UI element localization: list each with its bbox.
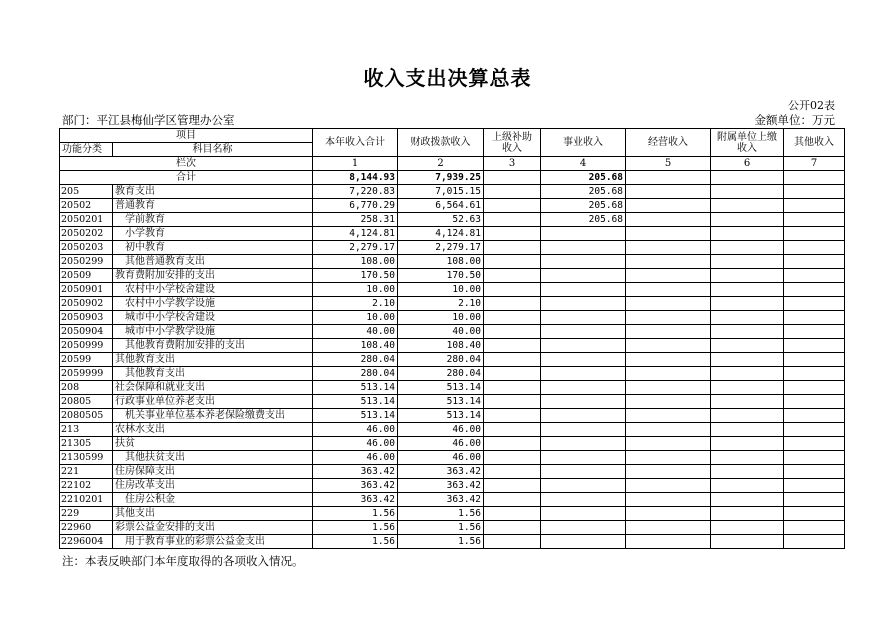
table-row [60, 311, 845, 325]
business-income-cell [541, 465, 626, 479]
func-code: 205 [60, 185, 113, 199]
subject-name: 城市中小学校舍建设 [113, 311, 313, 325]
operating-income-cell [626, 269, 711, 283]
affiliated-income-cell [711, 493, 784, 507]
affiliated-income-cell [711, 409, 784, 423]
fiscal-income-cell: 40.00 [398, 325, 484, 339]
business-income-cell [541, 395, 626, 409]
func-code: 229 [60, 507, 113, 521]
operating-income-cell [626, 437, 711, 451]
func-code: 208 [60, 381, 113, 395]
table-row [60, 479, 845, 493]
fiscal-income-cell: 4,124.81 [398, 227, 484, 241]
fiscal-income-cell: 108.00 [398, 255, 484, 269]
business-income-cell [541, 535, 626, 549]
header-superior-subsidy [484, 129, 541, 157]
table-row [60, 297, 845, 311]
annual-income-cell: 170.50 [313, 269, 398, 283]
row-no-label: 栏次 [60, 157, 313, 171]
func-code: 2080505 [60, 409, 113, 423]
affiliated-income-cell [711, 297, 784, 311]
subject-name: 其他扶贫支出 [113, 451, 313, 465]
total-affiliated [711, 171, 784, 185]
business-income-cell [541, 283, 626, 297]
col-number: 3 [484, 157, 541, 171]
other-income-cell [784, 311, 845, 325]
fiscal-income-cell: 363.42 [398, 493, 484, 507]
func-code: 221 [60, 465, 113, 479]
superior-income-cell [484, 325, 541, 339]
income-expenditure-table [59, 128, 845, 549]
affiliated-income-cell [711, 213, 784, 227]
other-income-cell [784, 185, 845, 199]
subject-name: 社会保障和就业支出 [113, 381, 313, 395]
subject-name: 住房公积金 [113, 493, 313, 507]
fiscal-income-cell: 170.50 [398, 269, 484, 283]
affiliated-income-cell [711, 199, 784, 213]
subject-name: 城市中小学教学设施 [113, 325, 313, 339]
superior-income-cell [484, 185, 541, 199]
other-income-cell [784, 325, 845, 339]
fiscal-income-cell: 2.10 [398, 297, 484, 311]
subject-name: 其他普通教育支出 [113, 255, 313, 269]
func-code: 213 [60, 423, 113, 437]
business-income-cell [541, 311, 626, 325]
col-number: 2 [398, 157, 484, 171]
subject-name: 其他教育支出 [113, 367, 313, 381]
other-income-cell [784, 395, 845, 409]
other-income-cell [784, 535, 845, 549]
affiliated-income-cell [711, 479, 784, 493]
other-income-cell [784, 255, 845, 269]
business-income-cell [541, 367, 626, 381]
superior-income-cell [484, 199, 541, 213]
subject-name: 学前教育 [113, 213, 313, 227]
form-number: 公开02表 [788, 99, 835, 112]
operating-income-cell [626, 185, 711, 199]
business-income-cell [541, 507, 626, 521]
business-income-cell [541, 493, 626, 507]
table-row [60, 241, 845, 255]
page-title: 收入支出决算总表 [363, 66, 532, 90]
subject-name: 机关事业单位基本养老保险缴费支出 [113, 409, 313, 423]
fiscal-income-cell: 7,015.15 [398, 185, 484, 199]
business-income-cell [541, 521, 626, 535]
affiliated-income-cell [711, 507, 784, 521]
footnote: 注：本表反映部门本年度取得的各项收入情况。 [62, 554, 304, 568]
annual-income-cell: 1.56 [313, 521, 398, 535]
subject-name: 初中教育 [113, 241, 313, 255]
subject-name: 普通教育 [113, 199, 313, 213]
operating-income-cell [626, 521, 711, 535]
business-income-cell: 205.68 [541, 185, 626, 199]
annual-income-cell: 363.42 [313, 479, 398, 493]
annual-income-cell: 513.14 [313, 395, 398, 409]
affiliated-income-cell [711, 395, 784, 409]
table-row [60, 395, 845, 409]
table-row [60, 283, 845, 297]
other-income-cell [784, 451, 845, 465]
func-code: 21305 [60, 437, 113, 451]
col-number: 5 [626, 157, 711, 171]
header-affiliated-line1: 附属单位上缴 [717, 131, 777, 143]
operating-income-cell [626, 381, 711, 395]
func-code: 2050202 [60, 227, 113, 241]
table-row [60, 367, 845, 381]
superior-income-cell [484, 381, 541, 395]
header-row-1 [60, 129, 845, 143]
subject-name: 农村中小学教学设施 [113, 297, 313, 311]
subject-name: 农林水支出 [113, 423, 313, 437]
table-row [60, 521, 845, 535]
superior-income-cell [484, 465, 541, 479]
other-income-cell [784, 241, 845, 255]
header-superior-line2: 收入 [502, 142, 522, 154]
superior-income-cell [484, 451, 541, 465]
operating-income-cell [626, 395, 711, 409]
business-income-cell [541, 479, 626, 493]
affiliated-income-cell [711, 437, 784, 451]
func-code: 20509 [60, 269, 113, 283]
func-code: 20502 [60, 199, 113, 213]
fiscal-income-cell: 513.14 [398, 395, 484, 409]
func-code: 2296004 [60, 535, 113, 549]
affiliated-income-cell [711, 241, 784, 255]
func-code: 2050904 [60, 325, 113, 339]
operating-income-cell [626, 339, 711, 353]
annual-income-cell: 6,770.29 [313, 199, 398, 213]
operating-income-cell [626, 227, 711, 241]
fiscal-income-cell: 280.04 [398, 353, 484, 367]
superior-income-cell [484, 479, 541, 493]
table-row [60, 535, 845, 549]
operating-income-cell [626, 507, 711, 521]
operating-income-cell [626, 241, 711, 255]
annual-income-cell: 46.00 [313, 437, 398, 451]
annual-income-cell: 10.00 [313, 283, 398, 297]
fiscal-income-cell: 2,279.17 [398, 241, 484, 255]
subject-name: 农村中小学校舍建设 [113, 283, 313, 297]
fiscal-income-cell: 280.04 [398, 367, 484, 381]
column-number-row [60, 157, 845, 171]
business-income-cell [541, 227, 626, 241]
fiscal-income-cell: 363.42 [398, 479, 484, 493]
annual-income-cell: 108.00 [313, 255, 398, 269]
fiscal-income-cell: 52.63 [398, 213, 484, 227]
operating-income-cell [626, 199, 711, 213]
annual-income-cell: 1.56 [313, 535, 398, 549]
operating-income-cell [626, 409, 711, 423]
table-row [60, 325, 845, 339]
superior-income-cell [484, 255, 541, 269]
subject-name: 小学教育 [113, 227, 313, 241]
affiliated-income-cell [711, 255, 784, 269]
fiscal-income-cell: 1.56 [398, 535, 484, 549]
table-row [60, 437, 845, 451]
affiliated-income-cell [711, 465, 784, 479]
header-affiliated-line2: 收入 [737, 142, 757, 154]
affiliated-income-cell [711, 227, 784, 241]
subject-name: 扶贫 [113, 437, 313, 451]
other-income-cell [784, 381, 845, 395]
operating-income-cell [626, 535, 711, 549]
func-code: 22102 [60, 479, 113, 493]
superior-income-cell [484, 437, 541, 451]
superior-income-cell [484, 423, 541, 437]
func-code: 2059999 [60, 367, 113, 381]
other-income-cell [784, 227, 845, 241]
business-income-cell [541, 255, 626, 269]
superior-income-cell [484, 297, 541, 311]
other-income-cell [784, 199, 845, 213]
total-label: 合计 [60, 171, 313, 185]
operating-income-cell [626, 367, 711, 381]
total-annual: 8,144.93 [313, 171, 398, 185]
business-income-cell [541, 423, 626, 437]
other-income-cell [784, 465, 845, 479]
header-annual-income: 本年收入合计 [313, 129, 398, 157]
func-code: 20599 [60, 353, 113, 367]
func-code: 2050299 [60, 255, 113, 269]
col-number: 7 [784, 157, 845, 171]
func-code: 2050201 [60, 213, 113, 227]
header-fiscal-income: 财政拨款收入 [398, 129, 484, 157]
fiscal-income-cell: 108.40 [398, 339, 484, 353]
col-number: 1 [313, 157, 398, 171]
business-income-cell [541, 339, 626, 353]
annual-income-cell: 46.00 [313, 423, 398, 437]
other-income-cell [784, 213, 845, 227]
subject-name: 住房保障支出 [113, 465, 313, 479]
affiliated-income-cell [711, 339, 784, 353]
superior-income-cell [484, 241, 541, 255]
business-income-cell [541, 297, 626, 311]
superior-income-cell [484, 367, 541, 381]
annual-income-cell: 40.00 [313, 325, 398, 339]
annual-income-cell: 280.04 [313, 367, 398, 381]
header-superior-line1: 上级补助 [492, 131, 532, 143]
subject-name: 教育支出 [113, 185, 313, 199]
total-superior [484, 171, 541, 185]
header-operating-income: 经营收入 [626, 129, 711, 157]
table-row [60, 465, 845, 479]
table-row [60, 255, 845, 269]
fiscal-income-cell: 46.00 [398, 451, 484, 465]
amount-unit-label: 金额单位：万元 [754, 113, 835, 127]
func-code: 22960 [60, 521, 113, 535]
other-income-cell [784, 283, 845, 297]
business-income-cell [541, 437, 626, 451]
annual-income-cell: 258.31 [313, 213, 398, 227]
affiliated-income-cell [711, 325, 784, 339]
affiliated-income-cell [711, 423, 784, 437]
total-operating [626, 171, 711, 185]
operating-income-cell [626, 451, 711, 465]
subject-name: 行政事业单位养老支出 [113, 395, 313, 409]
header-item: 项目 [60, 129, 313, 143]
affiliated-income-cell [711, 451, 784, 465]
annual-income-cell: 2,279.17 [313, 241, 398, 255]
fiscal-income-cell: 513.14 [398, 381, 484, 395]
header-subject-name: 科目名称 [113, 143, 313, 157]
operating-income-cell [626, 493, 711, 507]
header-affiliated-income [711, 129, 784, 157]
fiscal-income-cell: 363.42 [398, 465, 484, 479]
superior-income-cell [484, 409, 541, 423]
other-income-cell [784, 269, 845, 283]
affiliated-income-cell [711, 521, 784, 535]
operating-income-cell [626, 325, 711, 339]
superior-income-cell [484, 535, 541, 549]
other-income-cell [784, 479, 845, 493]
other-income-cell [784, 521, 845, 535]
header-other-income: 其他收入 [784, 129, 845, 157]
func-code: 2050203 [60, 241, 113, 255]
other-income-cell [784, 339, 845, 353]
func-code: 2050901 [60, 283, 113, 297]
other-income-cell [784, 409, 845, 423]
table-row [60, 507, 845, 521]
table-row [60, 339, 845, 353]
annual-income-cell: 513.14 [313, 409, 398, 423]
subject-name: 其他支出 [113, 507, 313, 521]
annual-income-cell: 1.56 [313, 507, 398, 521]
table-row [60, 227, 845, 241]
other-income-cell [784, 507, 845, 521]
table-row [60, 451, 845, 465]
business-income-cell [541, 241, 626, 255]
business-income-cell: 205.68 [541, 213, 626, 227]
other-income-cell [784, 297, 845, 311]
header-func-class: 功能分类 [60, 143, 113, 157]
affiliated-income-cell [711, 283, 784, 297]
superior-income-cell [484, 353, 541, 367]
col-number: 6 [711, 157, 784, 171]
subject-name: 用于教育事业的彩票公益金支出 [113, 535, 313, 549]
fiscal-income-cell: 513.14 [398, 409, 484, 423]
table-row [60, 199, 845, 213]
annual-income-cell: 4,124.81 [313, 227, 398, 241]
table-row [60, 409, 845, 423]
subject-name: 教育费附加安排的支出 [113, 269, 313, 283]
operating-income-cell [626, 283, 711, 297]
business-income-cell [541, 325, 626, 339]
fiscal-income-cell: 46.00 [398, 437, 484, 451]
superior-income-cell [484, 227, 541, 241]
annual-income-cell: 10.00 [313, 311, 398, 325]
subject-name: 彩票公益金安排的支出 [113, 521, 313, 535]
affiliated-income-cell [711, 269, 784, 283]
subject-name: 其他教育费附加安排的支出 [113, 339, 313, 353]
other-income-cell [784, 437, 845, 451]
annual-income-cell: 363.42 [313, 465, 398, 479]
total-business: 205.68 [541, 171, 626, 185]
annual-income-cell: 108.40 [313, 339, 398, 353]
operating-income-cell [626, 297, 711, 311]
annual-income-cell: 513.14 [313, 381, 398, 395]
col-number: 4 [541, 157, 626, 171]
annual-income-cell: 7,220.83 [313, 185, 398, 199]
total-fiscal: 7,939.25 [398, 171, 484, 185]
func-code: 2130599 [60, 451, 113, 465]
affiliated-income-cell [711, 353, 784, 367]
annual-income-cell: 363.42 [313, 493, 398, 507]
business-income-cell [541, 353, 626, 367]
subject-name: 住房改革支出 [113, 479, 313, 493]
business-income-cell [541, 269, 626, 283]
affiliated-income-cell [711, 367, 784, 381]
operating-income-cell [626, 213, 711, 227]
subject-name: 其他教育支出 [113, 353, 313, 367]
department-label: 部门：平江县梅仙学区管理办公室 [62, 113, 235, 127]
func-code: 2050902 [60, 297, 113, 311]
func-code: 2050903 [60, 311, 113, 325]
business-income-cell [541, 409, 626, 423]
operating-income-cell [626, 255, 711, 269]
fiscal-income-cell: 1.56 [398, 521, 484, 535]
table-row [60, 213, 845, 227]
annual-income-cell: 46.00 [313, 451, 398, 465]
affiliated-income-cell [711, 535, 784, 549]
other-income-cell [784, 367, 845, 381]
func-code: 2050999 [60, 339, 113, 353]
business-income-cell: 205.68 [541, 199, 626, 213]
table-row [60, 423, 845, 437]
other-income-cell [784, 353, 845, 367]
superior-income-cell [484, 507, 541, 521]
superior-income-cell [484, 269, 541, 283]
superior-income-cell [484, 339, 541, 353]
annual-income-cell: 2.10 [313, 297, 398, 311]
table-row [60, 381, 845, 395]
affiliated-income-cell [711, 185, 784, 199]
table-row [60, 185, 845, 199]
other-income-cell [784, 493, 845, 507]
affiliated-income-cell [711, 311, 784, 325]
operating-income-cell [626, 423, 711, 437]
func-code: 2210201 [60, 493, 113, 507]
affiliated-income-cell [711, 381, 784, 395]
superior-income-cell [484, 213, 541, 227]
table-row [60, 493, 845, 507]
fiscal-income-cell: 10.00 [398, 311, 484, 325]
business-income-cell [541, 451, 626, 465]
table-row [60, 353, 845, 367]
superior-income-cell [484, 395, 541, 409]
operating-income-cell [626, 311, 711, 325]
fiscal-income-cell: 10.00 [398, 283, 484, 297]
superior-income-cell [484, 521, 541, 535]
fiscal-income-cell: 46.00 [398, 423, 484, 437]
operating-income-cell [626, 353, 711, 367]
superior-income-cell [484, 311, 541, 325]
other-income-cell [784, 423, 845, 437]
annual-income-cell: 280.04 [313, 353, 398, 367]
table-row [60, 269, 845, 283]
header-business-income: 事业收入 [541, 129, 626, 157]
total-row [60, 171, 845, 185]
operating-income-cell [626, 479, 711, 493]
total-other [784, 171, 845, 185]
operating-income-cell [626, 465, 711, 479]
superior-income-cell [484, 493, 541, 507]
func-code: 20805 [60, 395, 113, 409]
fiscal-income-cell: 1.56 [398, 507, 484, 521]
business-income-cell [541, 381, 626, 395]
superior-income-cell [484, 283, 541, 297]
fiscal-income-cell: 6,564.61 [398, 199, 484, 213]
